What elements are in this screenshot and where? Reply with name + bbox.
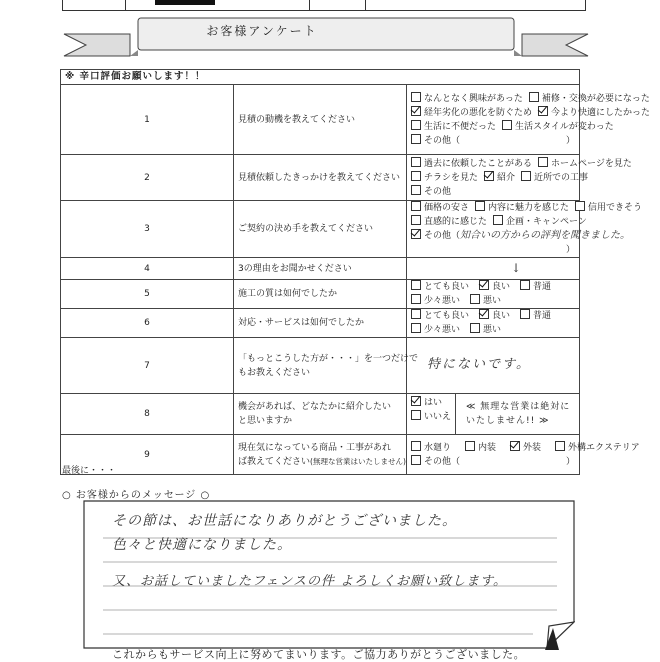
option-other[interactable] <box>411 457 460 467</box>
option[interactable] <box>411 157 532 171</box>
message-section-label: ○ お客様からのメッセージ ○ <box>62 490 211 501</box>
checkbox-checked[interactable] <box>484 171 494 181</box>
option-no[interactable] <box>411 410 451 424</box>
option-label: 良い <box>492 282 511 292</box>
option[interactable] <box>521 171 588 185</box>
question-text-line: 現在気になっている商品・工事があれ <box>238 442 392 453</box>
question-text-line: 機会があれば、どなたかに紹介したい <box>238 402 392 412</box>
message-line-1: その節は、お世話になりありがとうございました。 <box>112 513 457 529</box>
answer-options <box>407 85 651 155</box>
option-label: 信用できそう <box>588 203 643 213</box>
question-text-line: と思いますか <box>238 416 293 426</box>
option-label: とても良い <box>424 311 470 321</box>
question-text: 見積の動機を教えてください <box>234 85 407 155</box>
question-row-6 <box>61 309 580 338</box>
option-label: その他（ <box>424 135 461 146</box>
question-text <box>234 435 407 475</box>
rating-options <box>407 280 580 309</box>
checkbox[interactable] <box>411 215 421 225</box>
option-label: ホームページを見た <box>551 158 632 169</box>
option[interactable] <box>538 157 632 171</box>
option-label: 悪い <box>483 296 502 306</box>
option[interactable] <box>411 309 469 323</box>
checkbox[interactable] <box>411 92 421 102</box>
option[interactable] <box>411 280 469 294</box>
option-label: 価格の安さ <box>424 203 470 213</box>
question-number: 1 <box>61 85 234 155</box>
checkbox[interactable] <box>475 201 485 211</box>
option[interactable] <box>538 106 650 120</box>
option-line <box>411 201 643 215</box>
question-row-9 <box>61 435 580 475</box>
option-label: 水廻り <box>424 442 452 453</box>
question-row-2 <box>61 155 580 201</box>
question-text: 見積依頼したきっかけを教えてください <box>234 155 407 201</box>
survey-table <box>60 69 651 475</box>
answer-options <box>407 201 643 258</box>
question-text: 対応・サービスは如何でしたか <box>234 309 407 338</box>
paren-close: ） <box>565 245 575 255</box>
option-label: 外装 <box>523 442 542 453</box>
checkbox[interactable] <box>411 171 421 181</box>
checkbox[interactable] <box>411 120 421 130</box>
checkbox[interactable] <box>520 309 530 319</box>
question-text <box>234 338 419 394</box>
question-number: 9 <box>61 435 234 475</box>
checkbox-checked[interactable] <box>510 441 520 451</box>
option-label: はい <box>424 398 443 408</box>
option[interactable] <box>411 106 532 120</box>
question-number: 3 <box>61 201 234 258</box>
option-line <box>411 106 651 120</box>
option-line <box>411 171 589 185</box>
checkbox[interactable] <box>465 441 475 451</box>
checkbox[interactable] <box>411 185 421 195</box>
handwritten-answer: 特にないです。 <box>427 357 531 372</box>
option-line <box>411 441 640 455</box>
option-label: 直感的に感じた <box>424 217 488 227</box>
question-row-8 <box>61 394 580 435</box>
no-pressure-note: ≪ 無理な営業は絶対にいたしません!! ≫ <box>466 402 571 426</box>
message-line-2: 色々と快適になりました。 <box>112 537 292 553</box>
option[interactable] <box>411 294 460 308</box>
checkbox[interactable] <box>411 410 421 420</box>
option-label: 良い <box>492 311 511 321</box>
option[interactable] <box>411 171 478 185</box>
option[interactable] <box>479 280 510 294</box>
message-line-3: 又、お話していましたフェンスの件 よろしくお願い致します。 <box>112 574 508 589</box>
option-line <box>411 215 587 229</box>
checkbox[interactable] <box>529 92 539 102</box>
option-label: 普通 <box>533 311 552 321</box>
checkbox[interactable] <box>555 441 565 451</box>
checkbox[interactable] <box>411 280 421 290</box>
option[interactable] <box>470 294 501 308</box>
question-text-line: 「もっとこうした方が・・・」を一つだけで <box>238 353 419 364</box>
checkbox[interactable] <box>411 441 421 451</box>
option-label: 生活に不便だった <box>424 121 497 132</box>
option-label: なんとなく興味があった <box>424 93 523 104</box>
option[interactable] <box>529 92 650 106</box>
option[interactable] <box>475 201 569 215</box>
question-row-3 <box>61 201 580 258</box>
question-text: ご契約の決め手を教えてください <box>234 201 407 258</box>
checkbox[interactable] <box>411 134 421 144</box>
option[interactable] <box>411 185 451 199</box>
option-line <box>411 92 650 106</box>
option-line <box>411 455 575 469</box>
option[interactable] <box>575 201 642 215</box>
option-label: とても良い <box>424 282 470 292</box>
option-label: 少々悪い <box>424 325 461 335</box>
checkbox[interactable] <box>470 323 480 333</box>
option-label: 生活スタイルが変わった <box>515 121 614 132</box>
option-line <box>411 157 632 171</box>
option-other[interactable] <box>411 136 460 146</box>
paren-close: ） <box>565 135 575 146</box>
checkbox[interactable] <box>502 120 512 130</box>
question-text: 3の理由をお聞かせください <box>234 258 407 280</box>
answer-field[interactable] <box>407 258 580 280</box>
option[interactable] <box>411 201 469 215</box>
option-label: 補修・交換が必要になった <box>541 93 650 104</box>
option[interactable] <box>520 280 551 294</box>
option-other[interactable] <box>411 231 460 241</box>
option-label: 企画・キャンペーン <box>506 217 587 227</box>
checkbox[interactable] <box>411 323 421 333</box>
checkbox[interactable] <box>521 171 531 181</box>
checkbox[interactable] <box>411 455 421 465</box>
option-label: 外構エクステリア <box>568 442 640 453</box>
question-number: 6 <box>61 309 234 338</box>
handwritten-arrow: ↓ <box>511 260 522 275</box>
option-label: その他（ <box>424 231 461 241</box>
option[interactable] <box>484 171 515 185</box>
checkbox[interactable] <box>470 294 480 304</box>
checkbox-checked[interactable] <box>479 280 489 290</box>
option[interactable] <box>465 441 496 455</box>
checkbox[interactable] <box>538 157 548 167</box>
option-label: 経年劣化の悪化を防ぐため <box>424 107 533 118</box>
option-label: 悪い <box>483 325 502 335</box>
answer-field[interactable] <box>407 338 580 394</box>
option[interactable] <box>411 215 487 229</box>
option-yes[interactable] <box>411 396 451 410</box>
option[interactable] <box>411 323 460 337</box>
checkbox[interactable] <box>575 201 585 211</box>
option-line <box>411 185 575 199</box>
option-line <box>411 229 631 255</box>
question-row-4 <box>61 258 580 280</box>
option-label: 紹介 <box>497 172 516 183</box>
option-label: いいえ <box>424 412 452 422</box>
checkbox[interactable] <box>411 294 421 304</box>
checkbox-checked[interactable] <box>479 309 489 319</box>
footer-text: これからもサービス向上に努めてまいります。ご協力ありがとうございました。 <box>112 648 526 661</box>
header-note: ※ 辛口評価お願いします！！ <box>61 70 580 85</box>
question-number: 4 <box>61 258 234 280</box>
question-row-1 <box>61 85 580 155</box>
checkbox[interactable] <box>493 215 503 225</box>
option-label: 内装 <box>478 442 497 453</box>
checkbox-checked[interactable] <box>411 106 421 116</box>
paren-close: ） <box>565 456 575 467</box>
option-label: 近所での工事 <box>534 172 589 183</box>
option-label: 内容に魅力を感じた <box>488 203 570 213</box>
answer-options <box>407 435 640 475</box>
handwritten-other: 知合いの方からの評判を聞きました。 <box>460 230 631 241</box>
option-label: 普通 <box>533 282 552 292</box>
checkbox[interactable] <box>411 201 421 211</box>
option[interactable] <box>411 92 523 106</box>
option[interactable] <box>411 120 496 134</box>
question-number: 8 <box>61 394 234 435</box>
option[interactable] <box>479 309 510 323</box>
option[interactable] <box>520 309 551 323</box>
question-text <box>234 394 407 435</box>
checkbox-checked[interactable] <box>411 229 421 239</box>
top-table-fragment <box>62 0 586 11</box>
survey-title: お客様アンケート <box>206 24 318 38</box>
option-line <box>411 120 614 134</box>
option-label: チラシを見た <box>424 172 479 183</box>
option-line <box>411 134 575 148</box>
option[interactable] <box>510 441 541 455</box>
checkbox-checked[interactable] <box>411 396 421 406</box>
option-label: 今より快適にしたかった <box>551 107 651 118</box>
question-text-line: ば教えてください <box>238 456 311 467</box>
question-text-note: (無理な営業はいたしません) <box>310 456 406 466</box>
question-text: 施工の質は如何でしたか <box>234 280 407 309</box>
option-label: 少々悪い <box>424 296 461 306</box>
option[interactable] <box>411 441 451 455</box>
question-row-5 <box>61 280 580 309</box>
question-number: 5 <box>61 280 234 309</box>
option[interactable] <box>470 323 501 337</box>
answer-options <box>407 394 580 435</box>
closing-label: 最後に・・・ <box>62 466 117 476</box>
checkbox-checked[interactable] <box>538 106 548 116</box>
checkbox[interactable] <box>411 157 421 167</box>
question-row-7 <box>61 338 580 394</box>
option-label: その他（ <box>424 456 461 467</box>
question-text-line: もお教えください <box>238 367 311 378</box>
option[interactable] <box>502 120 614 134</box>
checkbox[interactable] <box>520 280 530 290</box>
rating-options <box>407 309 580 338</box>
question-number: 2 <box>61 155 234 201</box>
answer-options <box>407 155 632 201</box>
question-number: 7 <box>61 338 234 394</box>
option[interactable] <box>493 215 587 229</box>
option[interactable] <box>555 441 640 455</box>
option-label: 過去に依頼したことがある <box>424 158 533 169</box>
checkbox[interactable] <box>411 309 421 319</box>
option-label: その他 <box>424 186 452 197</box>
